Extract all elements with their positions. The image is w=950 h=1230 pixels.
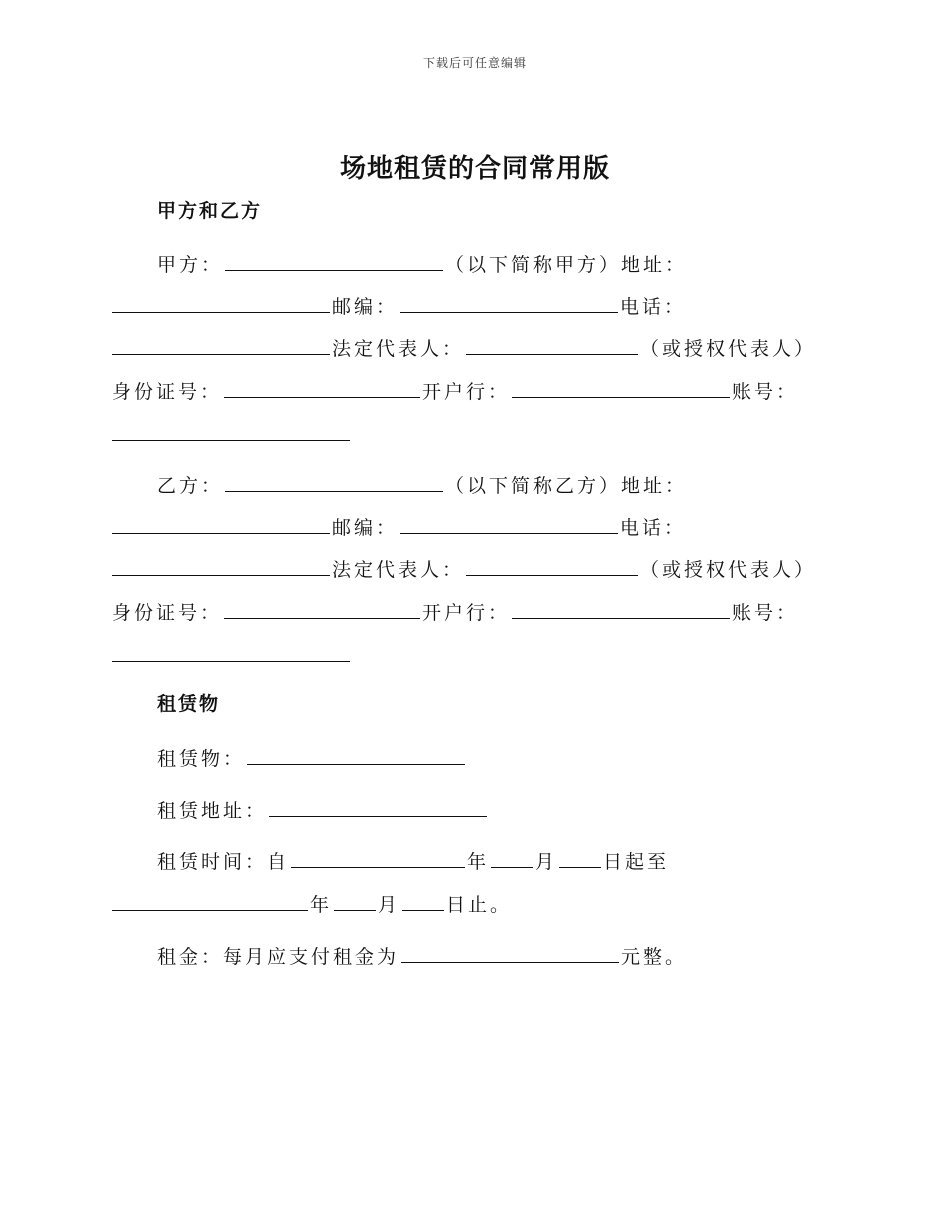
party-a-postcode-label: 邮编： (332, 296, 399, 318)
lease-start-year-label: 年 (467, 851, 490, 873)
party-a-line-2 (112, 290, 686, 321)
party-a-legal-rep-label: 法定代表人： (332, 338, 465, 360)
lease-time-line-2 (112, 888, 512, 919)
lease-end-month-label: 月 (378, 894, 401, 916)
section-heading-parties: 甲方和乙方 (157, 200, 263, 222)
party-a-phone-label: 电话： (620, 296, 687, 318)
lease-start-day-label: 日起至 (603, 851, 670, 873)
party-a-bank-label: 开户行： (422, 381, 511, 403)
document-title: 场地租赁的合同常用版 (339, 154, 610, 184)
party-a-id-blank[interactable] (224, 375, 420, 398)
party-b-phone-blank[interactable] (112, 553, 330, 576)
party-a-bank-blank[interactable] (512, 375, 730, 398)
lease-item-line (157, 742, 467, 773)
rent-prefix: 租金：每月应支付租金为 (157, 946, 400, 968)
party-b-line-4 (112, 596, 798, 627)
rent-amount-blank[interactable] (401, 940, 619, 963)
party-b-account-blank[interactable] (112, 639, 350, 662)
header-note: 下载后可任意编辑 (422, 56, 527, 70)
party-a-account-label: 账号： (732, 381, 799, 403)
lease-end-year-label: 年 (310, 894, 333, 916)
party-a-account-blank[interactable] (112, 418, 350, 441)
party-b-line-3 (112, 553, 816, 584)
lease-time-prefix: 租赁时间：自 (157, 851, 290, 873)
party-b-authorized-rep: （或授权代表人） (640, 559, 817, 581)
party-a-address-blank[interactable] (112, 290, 330, 313)
lease-address-line (157, 794, 489, 825)
party-b-short-name: （以下简称乙方） (445, 475, 622, 497)
party-b-account-label: 账号： (732, 602, 799, 624)
lease-end-day-label: 日止。 (446, 894, 513, 916)
party-a-line-1 (157, 248, 687, 279)
lease-item-label: 租赁物： (157, 748, 246, 770)
lease-end-year-blank[interactable] (112, 888, 308, 911)
party-a-id-label: 身份证号： (112, 381, 223, 403)
party-b-address-blank[interactable] (112, 511, 330, 534)
party-b-postcode-label: 邮编： (332, 517, 399, 539)
section-heading-lease: 租赁物 (157, 693, 221, 715)
party-b-id-blank[interactable] (224, 596, 420, 619)
party-a-line-3 (112, 332, 816, 363)
lease-start-day-blank[interactable] (559, 845, 601, 868)
party-b-legal-rep-label: 法定代表人： (332, 559, 465, 581)
lease-start-year-blank[interactable] (291, 845, 465, 868)
party-b-phone-label: 电话： (620, 517, 687, 539)
rent-line (157, 940, 687, 971)
party-b-label: 乙方： (157, 475, 224, 497)
lease-start-month-label: 月 (535, 851, 558, 873)
party-b-bank-blank[interactable] (512, 596, 730, 619)
party-a-address-label: 地址： (621, 254, 688, 276)
lease-end-month-blank[interactable] (334, 888, 376, 911)
party-b-line-1 (157, 469, 687, 500)
party-b-id-label: 身份证号： (112, 602, 223, 624)
party-b-address-label: 地址： (621, 475, 688, 497)
party-a-authorized-rep: （或授权代表人） (640, 338, 817, 360)
party-a-short-name: （以下简称甲方） (445, 254, 622, 276)
party-a-name-blank[interactable] (225, 248, 443, 271)
lease-time-line-1 (157, 845, 669, 876)
party-b-line-2 (112, 511, 686, 542)
party-a-line-4 (112, 375, 798, 406)
party-a-postcode-blank[interactable] (400, 290, 618, 313)
rent-suffix: 元整。 (621, 946, 688, 968)
party-b-legal-rep-blank[interactable] (466, 553, 638, 576)
party-a-phone-blank[interactable] (112, 332, 330, 355)
lease-item-blank[interactable] (247, 742, 465, 765)
party-b-postcode-blank[interactable] (400, 511, 618, 534)
party-b-bank-label: 开户行： (422, 602, 511, 624)
party-b-name-blank[interactable] (225, 469, 443, 492)
lease-address-label: 租赁地址： (157, 800, 268, 822)
party-a-line-5 (112, 418, 352, 449)
lease-end-day-blank[interactable] (402, 888, 444, 911)
party-a-label: 甲方： (157, 254, 224, 276)
party-b-line-5 (112, 639, 352, 670)
party-a-legal-rep-blank[interactable] (466, 332, 638, 355)
lease-address-blank[interactable] (269, 794, 487, 817)
lease-start-month-blank[interactable] (491, 845, 533, 868)
